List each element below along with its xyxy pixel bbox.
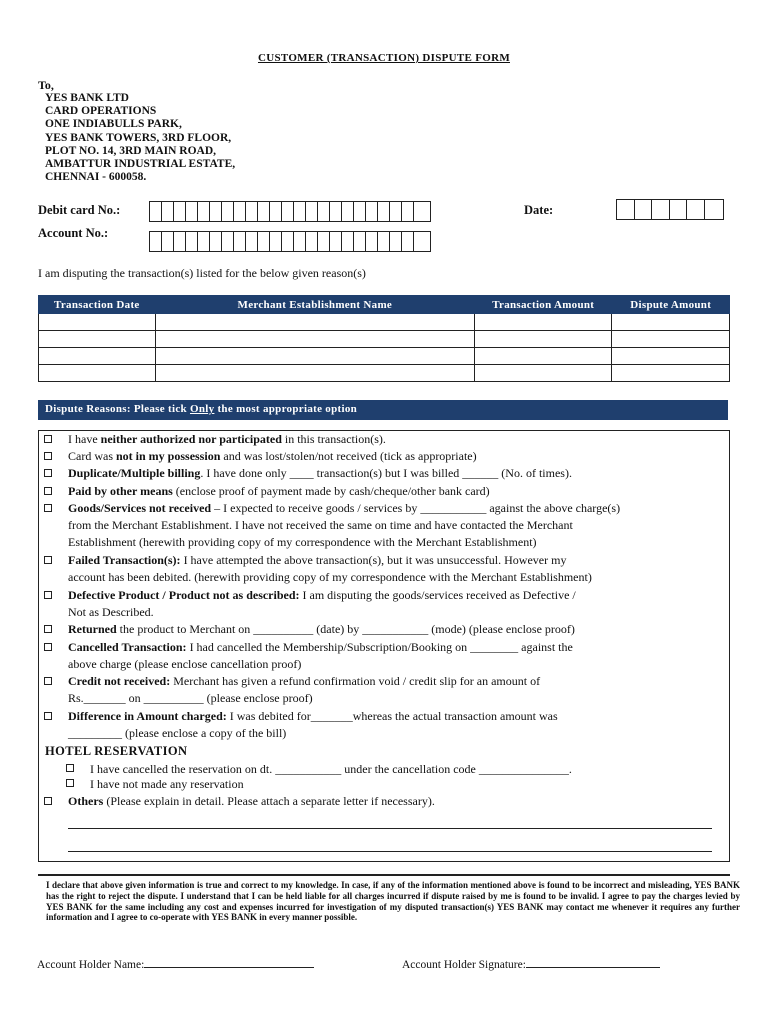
transaction-table [38,295,730,382]
address-line: ONE INDIABULLS PARK, [45,118,182,131]
account-no-input[interactable] [149,231,431,252]
address-line: CHENNAI - 600058. [45,171,147,184]
dispute-reasons-header [38,400,728,420]
col-transaction-date: Transaction Date [39,296,156,314]
checkbox-icon[interactable] [44,677,52,685]
checkbox-icon[interactable] [44,435,52,443]
table-row [39,314,730,331]
reason-text: I am disputing the goods/services received as Defective / [299,588,576,602]
checkbox-icon[interactable] [66,779,74,787]
debit-card-label: Debit card No.: [38,203,121,217]
debit-card-input[interactable] [149,201,431,222]
checkbox-icon[interactable] [66,764,74,772]
table-cell[interactable] [155,314,474,331]
table-cell[interactable] [475,365,612,382]
reason-text: Rs._______ on __________ (please enclose proof) [68,691,313,706]
account-holder-name-label: Account Holder Name: [37,959,145,971]
reason-text: I was debited for_______whereas the actual transaction amount was [226,709,558,723]
checkbox-icon[interactable] [44,625,52,633]
address-line: PLOT NO. 14, 3RD MAIN ROAD, [45,144,217,157]
col-transaction-amount: Transaction Amount [475,296,612,314]
reason-text: I have attempted the above transaction(s), but it was unsuccessful. However my [180,553,567,567]
reason-text: above charge (please enclose cancellation proof) [68,657,302,672]
declaration-text: I declare that above given information is true and correct to my knowledge. In case, if any of the information mentioned above is found to be incorrect and misleading, YES BANK has the right to reject the dispute. I understand that I can be held liable for all charges incurred if dispute raised by me is found to be invalid. I agree to pay the charges levied by YES BANK for the same including any cost and expenses incurred for investigation of my disputed transaction(s) YES BANK may contact me whenever it requires any further information and I agree to co-operate with YES BANK in every manner possible. [46,880,740,923]
table-row [39,365,730,382]
others-explain-line[interactable] [68,828,712,829]
reason-text: _________ (please enclose a copy of the bill) [68,726,287,741]
reason-text: I had cancelled the Membership/Subscription/Booking on ________ against the [186,640,573,654]
reason-text: Merchant has given a refund confirmation void / credit slip for an amount of [170,674,541,688]
reason-text: Not as Described. [68,605,154,620]
checkbox-icon[interactable] [44,504,52,512]
address-line: AMBATTUR INDUSTRIAL ESTATE, [45,158,236,171]
reason-emphasis: Defective Product / Product not as described: [68,588,300,602]
table-cell[interactable] [612,365,730,382]
reason-text: . I have done only ____ transaction(s) but I was billed ______ (No. of times). [200,466,572,480]
reason-text: (Please explain in detail. Please attach a separate letter if necessary). [103,794,435,808]
checkbox-icon[interactable] [44,556,52,564]
reason-text: I have not made any reservation [90,777,244,791]
account-holder-signature-line[interactable] [526,956,660,968]
checkbox-icon[interactable] [44,487,52,495]
account-holder-name-field[interactable] [37,956,314,971]
table-cell[interactable] [612,314,730,331]
reason-text: I have cancelled the reservation on dt. ___________ under the cancellation code _______________. [90,762,572,776]
address-line: CARD OPERATIONS [45,105,157,118]
address-line: YES BANK TOWERS, 3RD FLOOR, [45,131,232,144]
table-cell[interactable] [39,331,156,348]
table-row [39,348,730,365]
reason-emphasis: Paid by other means [68,484,173,498]
hotel-reservation-title: HOTEL RESERVATION [45,744,188,758]
table-cell[interactable] [39,314,156,331]
reason-text: I have [68,432,101,446]
reason-text: – I expected to receive goods / services by ___________ against the above charge(s) [211,501,621,515]
table-cell[interactable] [475,314,612,331]
account-holder-signature-label: Account Holder Signature: [402,959,526,971]
reason-emphasis: Others [68,794,104,808]
reason-text: account has been debited. (herewith providing copy of my correspondence with the Merchant Establishment) [68,570,592,585]
account-holder-name-line[interactable] [144,956,314,968]
date-label: Date: [524,203,554,217]
others-explain-line[interactable] [68,851,712,852]
reason-emphasis: Returned [68,622,117,636]
table-cell[interactable] [155,348,474,365]
form-title: CUSTOMER (TRANSACTION) DISPUTE FORM [257,52,510,64]
reason-emphasis: neither authorized nor participated [100,432,282,446]
table-cell[interactable] [475,348,612,365]
table-cell[interactable] [155,365,474,382]
reason-emphasis: Goods/Services not received [68,501,212,515]
reason-emphasis: Difference in Amount charged: [68,709,227,723]
reason-text: Establishment (herewith providing copy of my correspondence with the Merchant Establishment) [68,535,537,550]
reason-text: from the Merchant Establishment. I have not received the same on time and have contacted the Merchant [68,518,573,533]
table-row [39,331,730,348]
col-merchant-name: Merchant Establishment Name [155,296,474,314]
reasons-header-suffix: the most appropriate option [214,403,358,415]
reason-emphasis: not in my possession [116,449,221,463]
date-input[interactable] [616,199,724,220]
to-label: To, [38,78,54,92]
table-cell[interactable] [39,365,156,382]
checkbox-icon[interactable] [44,452,52,460]
account-holder-signature-field[interactable] [402,956,660,971]
bank-address [45,92,235,184]
reason-text: (enclose proof of payment made by cash/cheque/other bank card) [172,484,490,498]
col-dispute-amount: Dispute Amount [612,296,730,314]
reason-emphasis: Failed Transaction(s): [68,553,181,567]
table-cell[interactable] [155,331,474,348]
checkbox-icon[interactable] [44,469,52,477]
table-cell[interactable] [475,331,612,348]
reason-text: in this transaction(s). [281,432,386,446]
table-cell[interactable] [39,348,156,365]
address-line: YES BANK LTD [45,92,129,104]
reason-text: the product to Merchant on __________ (date) by ___________ (mode) (please enclose proof) [116,622,575,636]
table-header-row [39,296,730,314]
declaration-divider [38,874,730,876]
account-no-label: Account No.: [38,226,109,240]
reason-emphasis: Cancelled Transaction: [68,640,187,654]
reasons-header-prefix: Dispute Reasons: Please tick [45,403,190,415]
table-cell[interactable] [612,331,730,348]
checkbox-icon[interactable] [44,797,52,805]
reasons-header-emphasis: Only [189,403,215,415]
dispute-intro-text: I am disputing the transaction(s) listed for the below given reason(s) [38,266,366,280]
reason-text: Card was [68,449,116,463]
reason-emphasis: Duplicate/Multiple billing [68,466,201,480]
reason-emphasis: Credit not received: [68,674,171,688]
checkbox-icon[interactable] [44,712,52,720]
checkbox-icon[interactable] [44,643,52,651]
table-cell[interactable] [612,348,730,365]
reason-text: and was lost/stolen/not received (tick as appropriate) [220,449,477,463]
checkbox-icon[interactable] [44,591,52,599]
